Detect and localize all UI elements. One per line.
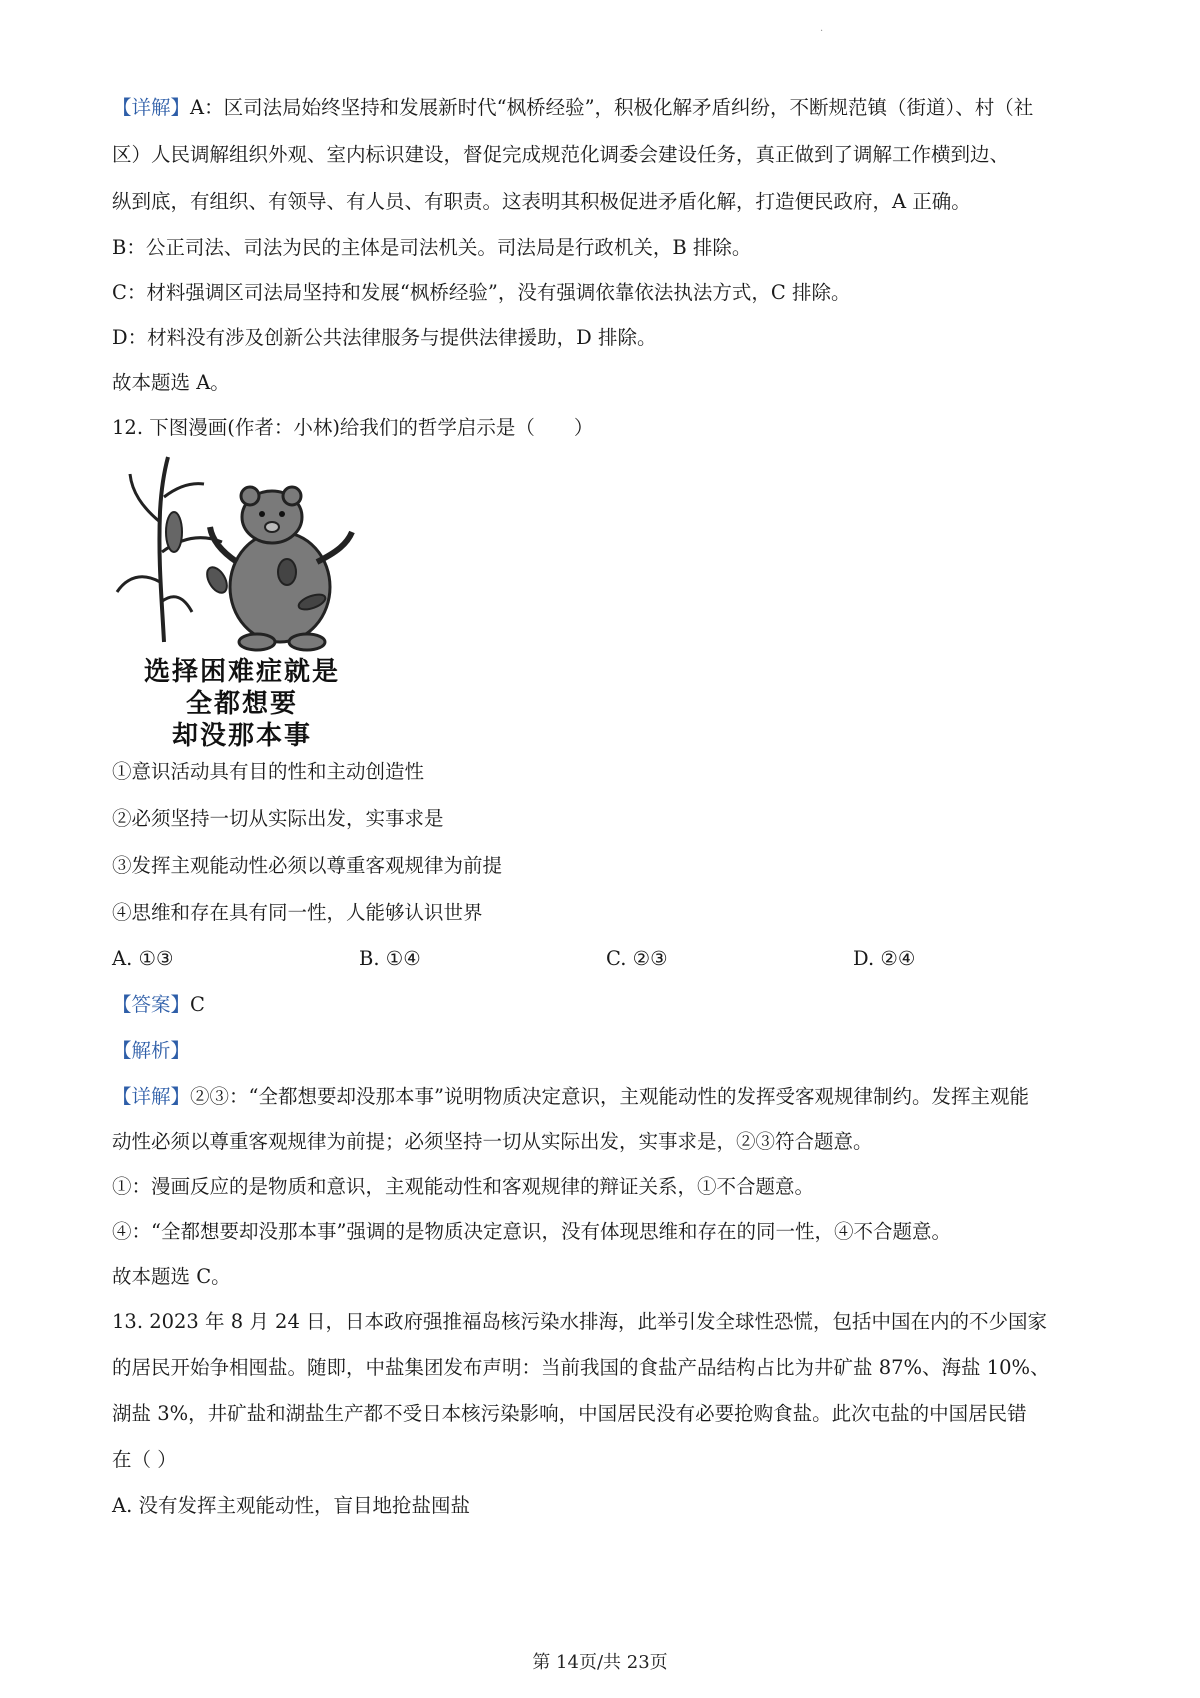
q12-option-a: A. ①③ — [112, 947, 174, 970]
q13-stem-line: 13. 2023 年 8 月 24 日，日本政府强推福岛核污染水排海，此举引发全球性恐慌，包括中国在内的不少国家 — [112, 1310, 1048, 1333]
bear-corn-cartoon-image — [112, 452, 372, 652]
page-footer: 第 14页/共 23页 — [532, 1652, 668, 1673]
q12-conclusion: 故本题选 C。 — [112, 1265, 231, 1288]
page-content — [112, 96, 1102, 1518]
q11-detail-line: 【详解】A：区司法局始终坚持和发展新时代“枫桥经验”，积极化解矛盾纠纷，不断规范镇（街道）、村（社 — [112, 96, 1034, 119]
q12-stem: 12. 下图漫画(作者：小林)给我们的哲学启示是（ ） — [112, 416, 594, 439]
q12-detail-line: ④：“全都想要却没那本事”强调的是物质决定意识，没有体现思维和存在的同一性，④不合题意。 — [112, 1220, 951, 1243]
q12-option-d: D. ②④ — [853, 947, 916, 970]
q13-stem-line: 的居民开始争相囤盐。随即，中盐集团发布声明：当前我国的食盐产品结构占比为井矿盐 87%、海盐 10%、 — [112, 1356, 1050, 1379]
page-dot: · — [820, 26, 824, 37]
q12-option-c: C. ②③ — [606, 947, 668, 970]
cartoon-caption-line: 选择困难症就是 — [143, 657, 340, 687]
q11-detail — [112, 96, 1102, 395]
q13-stem-line: 湖盐 3%，井矿盐和湖盐生产都不受日本核污染影响，中国居民没有必要抢购食盐。此次屯盐的中国居民错 — [112, 1402, 1027, 1425]
q12-answer — [112, 993, 1102, 1017]
q12-options — [112, 947, 1102, 971]
q11-option-b-analysis: B：公正司法、司法为民的主体是司法机关。司法局是行政机关，B 排除。 — [112, 236, 752, 259]
answer-value: C — [190, 993, 205, 1016]
q11-conclusion: 故本题选 A。 — [112, 371, 230, 394]
q12-cartoon — [112, 452, 372, 752]
detail-tag: 【详解】 — [112, 1085, 191, 1108]
q13-stem-line: 在（ ） — [112, 1448, 177, 1471]
q12-option-b: B. ①④ — [359, 947, 421, 970]
q11-detail-line: 纵到底，有组织、有领导、有人员、有职责。这表明其积极促进矛盾化解，打造便民政府，A 正确。 — [112, 190, 971, 213]
q11-detail-line: 区）人民调解组织外观、室内标识建设，督促完成规范化调委会建设任务，真正做到了调解工作横到边、 — [112, 143, 1010, 166]
q11-option-d-analysis: D：材料没有涉及创新公共法律服务与提供法律援助，D 排除。 — [112, 326, 657, 349]
q13-option-a: A. 没有发挥主观能动性，盲目地抢盐囤盐 — [112, 1494, 470, 1517]
q12-detail-line: 【详解】②③：“全都想要却没那本事”说明物质决定意识，主观能动性的发挥受客观规律制约。发挥主观能 — [112, 1085, 1029, 1108]
q12-statement-4: ④思维和存在具有同一性，人能够认识世界 — [112, 901, 483, 924]
cartoon-caption — [112, 656, 372, 752]
detail-tag: 【详解】 — [112, 96, 191, 119]
q12-statement-1: ①意识活动具有目的性和主动创造性 — [112, 760, 425, 783]
q12-statement-2: ②必须坚持一切从实际出发，实事求是 — [112, 807, 444, 830]
q12-detail-line: ①：漫画反应的是物质和意识，主观能动性和客观规律的辩证关系，①不合题意。 — [112, 1175, 815, 1198]
analysis-tag: 【解析】 — [112, 1039, 191, 1062]
q11-option-c-analysis: C：材料强调区司法局坚持和发展“枫桥经验”，没有强调依靠依法执法方式，C 排除。 — [112, 281, 851, 304]
q12-analysis-heading — [112, 1039, 1102, 1063]
answer-tag: 【答案】 — [112, 993, 191, 1016]
q12-detail-line: 动性必须以尊重客观规律为前提；必须坚持一切从实际出发，实事求是，②③符合题意。 — [112, 1130, 873, 1153]
cartoon-caption-line: 却没那本事 — [171, 721, 312, 751]
cartoon-caption-line: 全都想要 — [185, 689, 298, 719]
q12-statement-3: ③发挥主观能动性必须以尊重客观规律为前提 — [112, 854, 503, 877]
